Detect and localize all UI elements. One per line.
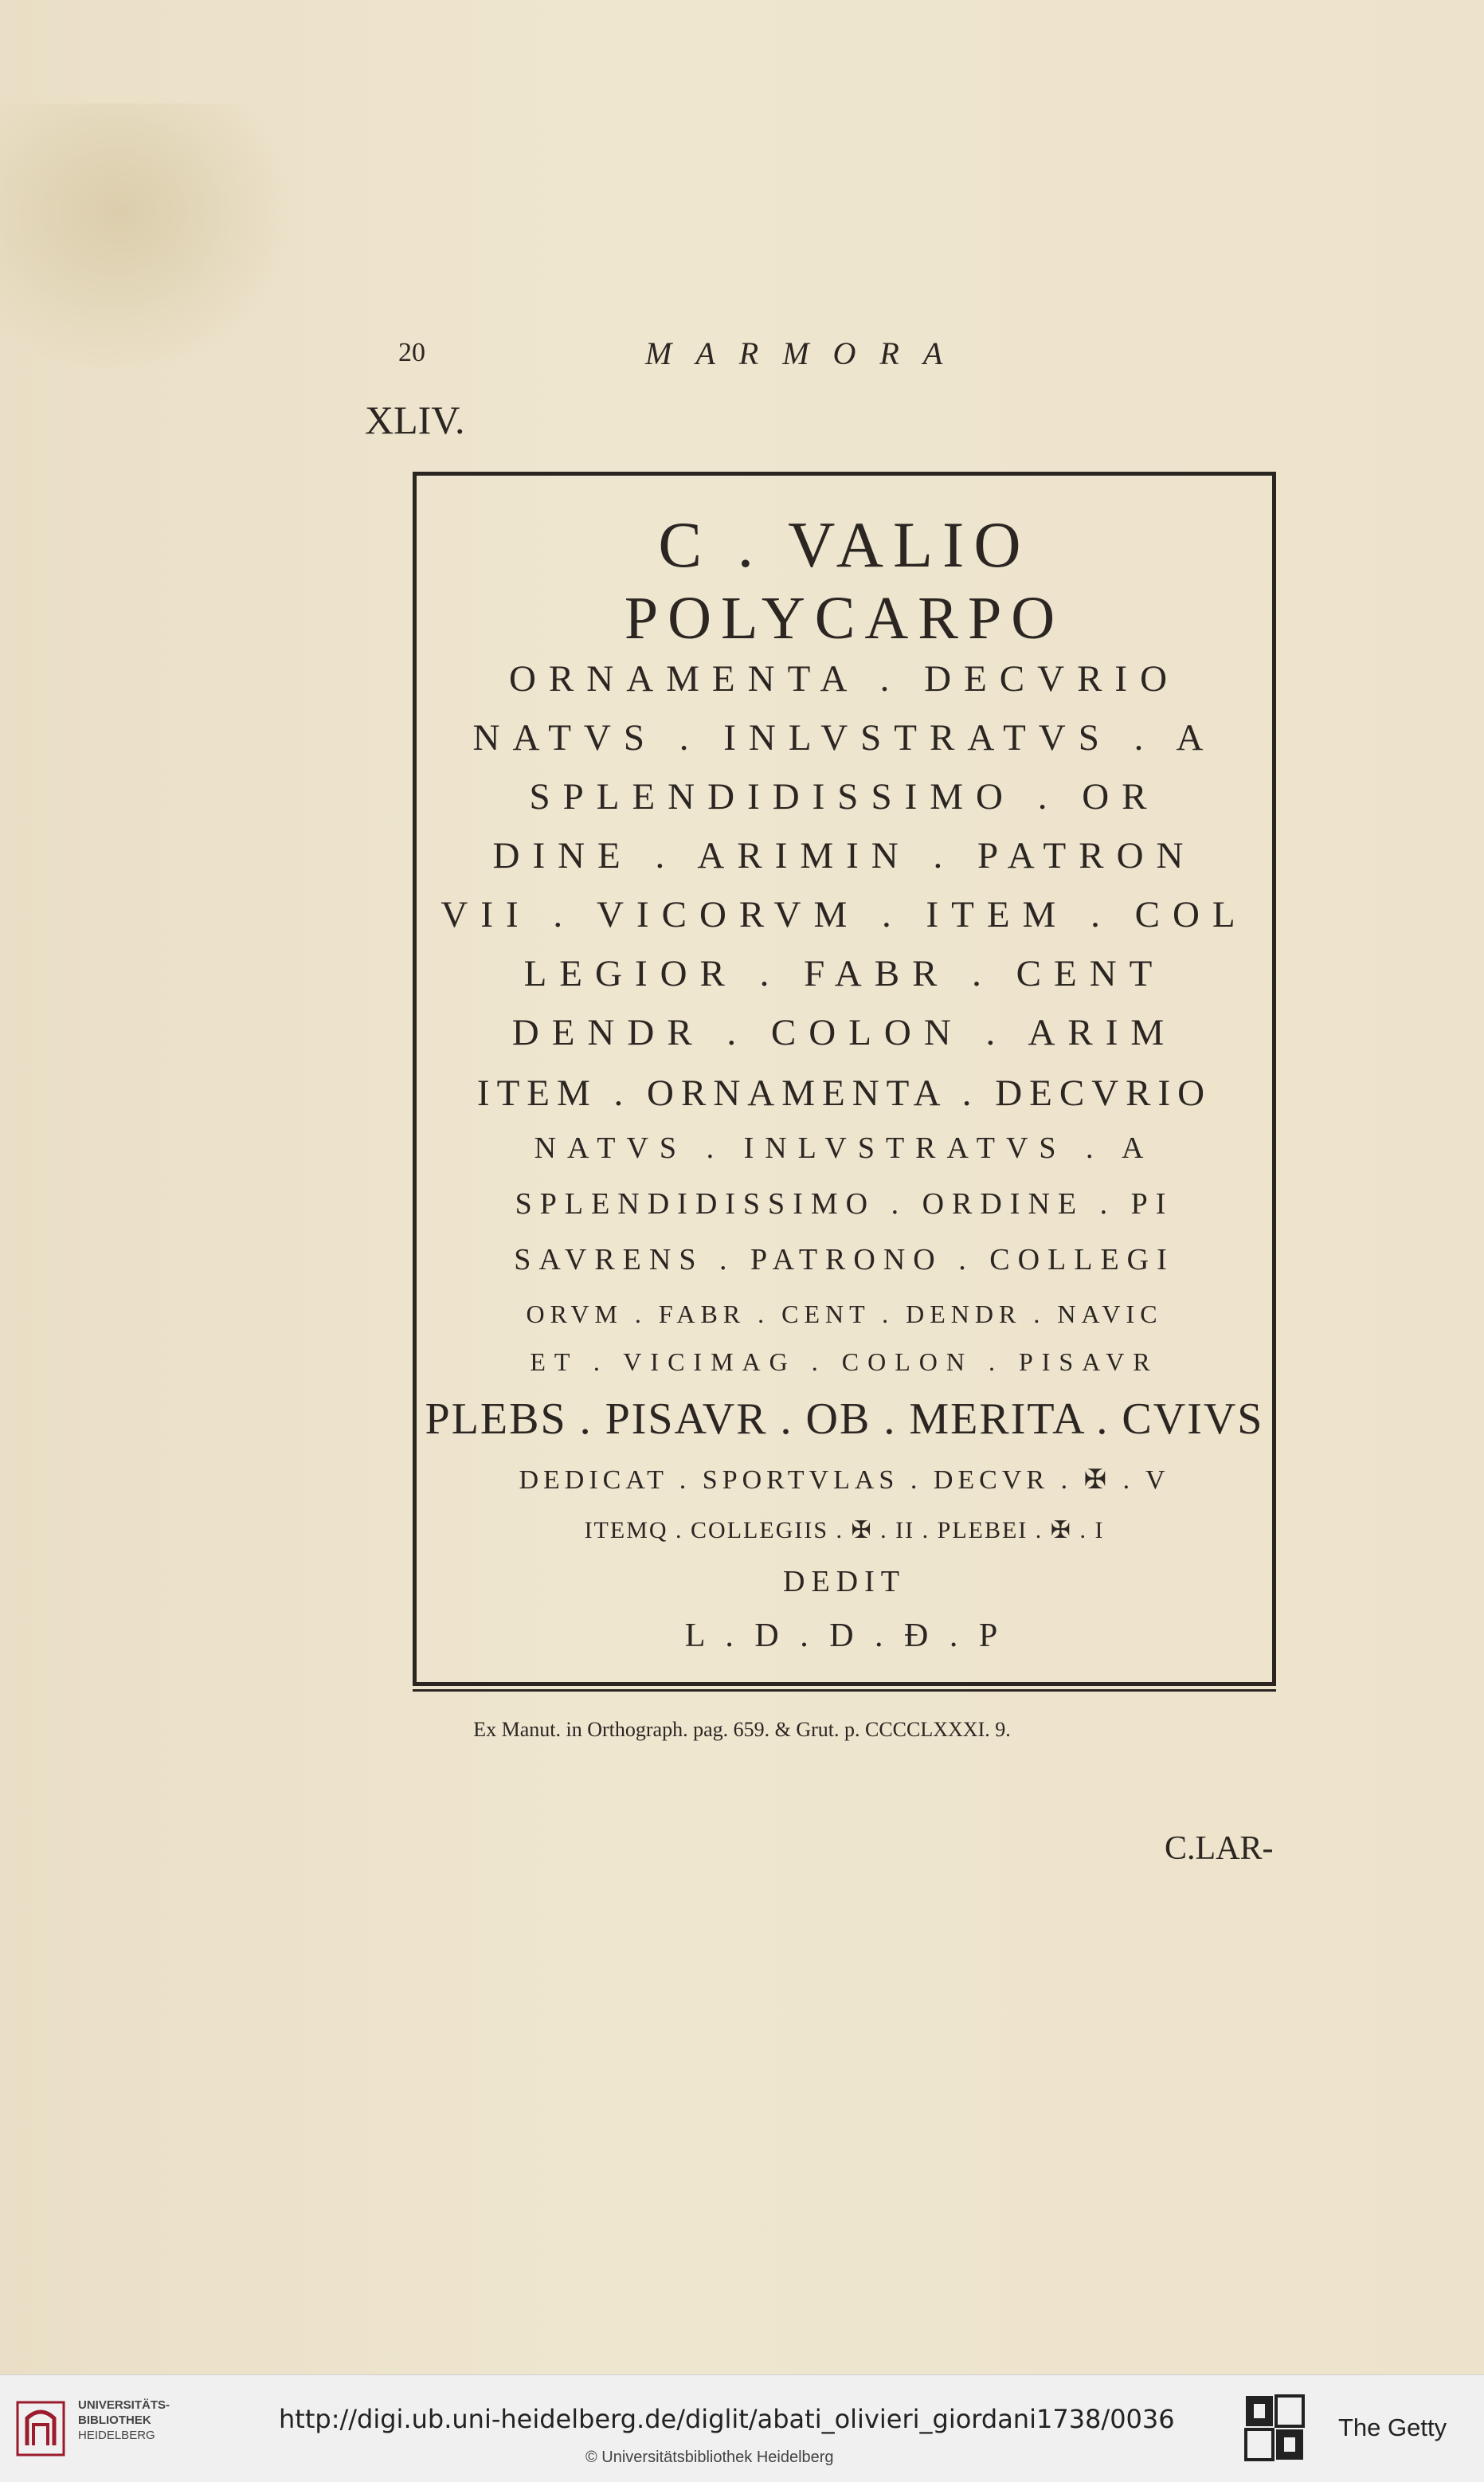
inscription-line: DENDR . COLON . ARIM	[511, 1012, 1177, 1053]
inscription-line: ITEM . ORNAMENTA . DECVRIO	[476, 1072, 1212, 1114]
inscription-line: ET . VICIMAG . COLON . PISAVR	[530, 1347, 1159, 1376]
page-header	[398, 335, 1115, 382]
inscription-line: DEDICAT . SPORTVLAS . DECVR . ✠ . V	[519, 1465, 1170, 1495]
paper-stain	[0, 104, 303, 374]
inscription-line: C . VALIO	[658, 508, 1031, 581]
running-head: MARMORA	[645, 335, 967, 371]
inscription-line: ORNAMENTA . DECVRIO	[508, 658, 1181, 700]
inscription-line: ITEMQ . COLLEGIIS . ✠ . II . PLEBEI . ✠ . I	[584, 1517, 1105, 1543]
inscription-line: ORVM . FABR . CENT . DENDR . NAVIC	[526, 1300, 1163, 1328]
inscription-line: NATVS . INLVSTRATVS . A	[472, 717, 1216, 759]
copyright-notice: © Universitätsbibliothek Heidelberg	[585, 2449, 834, 2466]
inscription-frame	[413, 472, 1276, 1686]
inscription-line: POLYCARPO	[624, 585, 1065, 652]
university-library-logo-icon[interactable]	[16, 2401, 65, 2457]
permalink[interactable]: http://digi.ub.uni-heidelberg.de/diglit/abati_olivieri_giordani1738/0036	[279, 2404, 1175, 2434]
inscription-line: DINE . ARIMIN . PATRON	[492, 835, 1196, 876]
viewer-footer	[0, 2374, 1484, 2482]
inscription-line: NATVS . INLVSTRATVS . A	[534, 1131, 1155, 1165]
page-number: 20	[398, 338, 425, 367]
inscription-line: SAVRENS . PATRONO . COLLEGI	[514, 1243, 1175, 1276]
catchword: C.LAR-	[1165, 1830, 1274, 1867]
inscription-line: DEDIT	[783, 1565, 906, 1598]
inscription-line: VII . VICORVM . ITEM . COL	[441, 894, 1248, 935]
sponsor-name: The Getty	[1338, 2413, 1447, 2441]
inscription-line: PLEBS . PISAVR . OB . MERITA . CVIVS	[425, 1394, 1264, 1444]
source-note: Ex Manut. in Orthograph. pag. 659. & Grut. p. CCCCLXXXI. 9.	[473, 1718, 1011, 1741]
library-name-line: BIBLIOTHEK	[78, 2413, 151, 2427]
inscription-line: SPLENDIDISSIMO . ORDINE . PI	[515, 1187, 1174, 1221]
library-name-line: UNIVERSITÄTS-	[78, 2398, 170, 2412]
library-name	[78, 2398, 170, 2443]
library-name-line: HEIDELBERG	[78, 2429, 155, 2442]
inscription-line: L . D . D . Ð . P	[684, 1617, 1004, 1654]
inscription-number: XLIV.	[365, 398, 465, 442]
inscription-line: LEGIOR . FABR . CENT	[523, 953, 1165, 994]
inscription-line: SPLENDIDISSIMO . OR	[529, 776, 1160, 818]
getty-logo-icon[interactable]	[1244, 2394, 1305, 2461]
